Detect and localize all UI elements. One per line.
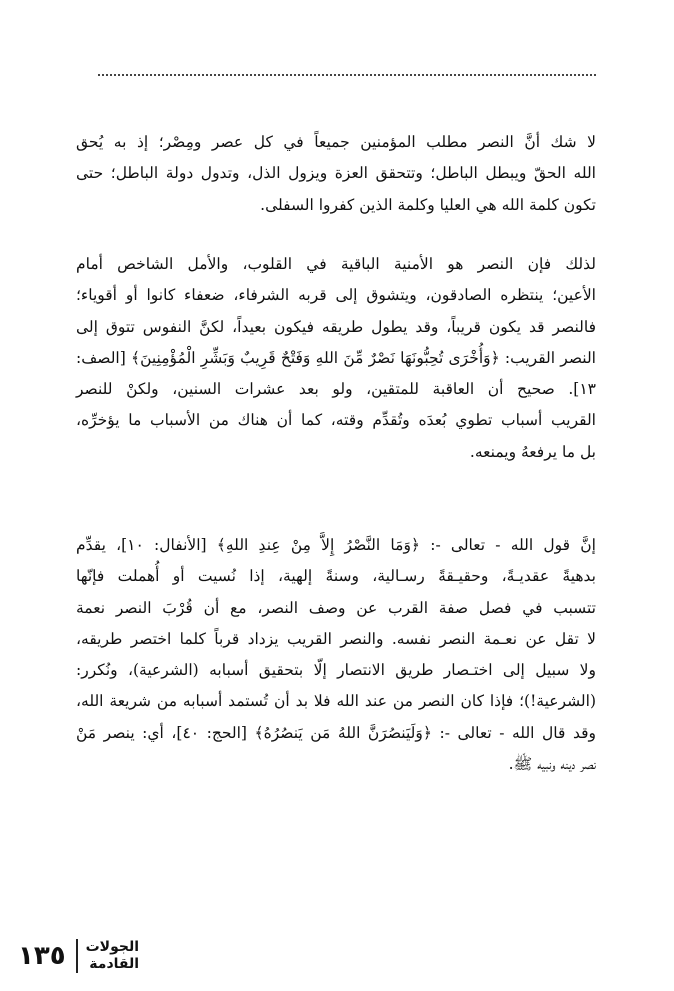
text-line: لا تقل عن نعـمة النصر نفسه. والنصر القريب يزداد قرباً كلما اختصر طريقه، <box>76 629 596 648</box>
paragraph-3 <box>76 530 596 780</box>
paragraph-1 <box>76 127 596 221</box>
running-title <box>76 939 139 973</box>
top-dotted-divider <box>98 74 596 76</box>
page-footer <box>18 939 139 973</box>
text-line: ولا سبيل إلى اختـصار طريق الانتصار إلّا بتحقيق أسبابه (الشرعية)، ونُكرر: <box>76 661 596 680</box>
text-line: ١٣]. صحيح أن العاقبة للمتقين، ولو بعد عشرات السنين، ولكنْ للنصر <box>76 380 596 399</box>
running-title-line-2: القادمة <box>89 956 140 972</box>
text-line: تتسبب في فصل صفة القرب عن وصف النصر، مع أن قُرْبَ النصر نعمة <box>76 598 596 617</box>
text-line: تكون كلمة الله هي العليا وكلمة الذين كفروا السفلى. <box>260 195 596 214</box>
text-line: بل ما يرفعهُ ويمنعه. <box>469 442 596 461</box>
text-line: لذلك فإن النصر هو الأمنية الباقية في القلوب، والأمل الشاخص أمام <box>76 255 596 273</box>
text-line: لا شك أنَّ النصر مطلب المؤمنين جميعاً في كل عصر ومِصْر؛ إذ به يُحق <box>76 133 596 151</box>
text-line: نصر دينه ونبيه ﷺ. <box>508 755 596 774</box>
paragraph-2 <box>76 249 596 468</box>
running-title-line-1: الجولات <box>85 939 140 955</box>
page-number: ١٣٥ <box>18 941 66 971</box>
text-line: بدهيةً عقديـةً، وحقيـقةً رسـالية، وسنةً إلهية، إذا نُسيت أو أُهملت فإنّها <box>76 567 596 586</box>
text-line: وقد قال الله - تعالى -: ﴿وَلَيَنصُرَنَّ اللهُ مَن يَنصُرُهُ﴾ [الحج: ٤٠]، أي: ينصر مَنْ <box>76 723 596 742</box>
text-line: النصر القريب: ﴿وَأُخْرَى تُحِبُّونَهَا نَصْرٌ مِّنَ اللهِ وَفَتْحٌ قَرِيبٌ وَبَشِّرِ الْمُؤْمِنِينَ﴾ [الصف: <box>76 348 596 367</box>
text-line: القريب أسباب تطوي بُعدَه وتُقدِّم وقته، كما أن هناك من الأسباب ما يؤخرِّه، <box>76 411 596 430</box>
text-line: الله الحقّ ويبطل الباطل؛ وتتحقق العزة ويزول الذل، وتدول دولة الباطل؛ حتى <box>76 164 596 183</box>
text-line: (الشرعية!)؛ فإذا كان النصر من عند الله فلا بد أن تُستمد أسبابه من شريعة الله، <box>76 692 596 711</box>
text-line: فالنصر قد يكون قريباً، وقد يطول طريقه فيكون بعيداً، لكنَّ النفوس تتوق إلى <box>76 317 596 336</box>
text-line: الأعين؛ ينتظره الصادقون، ويتشوق إلى قربه الشرفاء، ضعفاء كانوا أو أقوياء؛ <box>76 286 596 305</box>
text-line: إنَّ قول الله - تعالى -: ﴿وَمَا النَّصْرُ إِلاَّ مِنْ عِندِ اللهِ﴾ [الأنفال: ١٠]، يقدِّم <box>76 536 596 554</box>
